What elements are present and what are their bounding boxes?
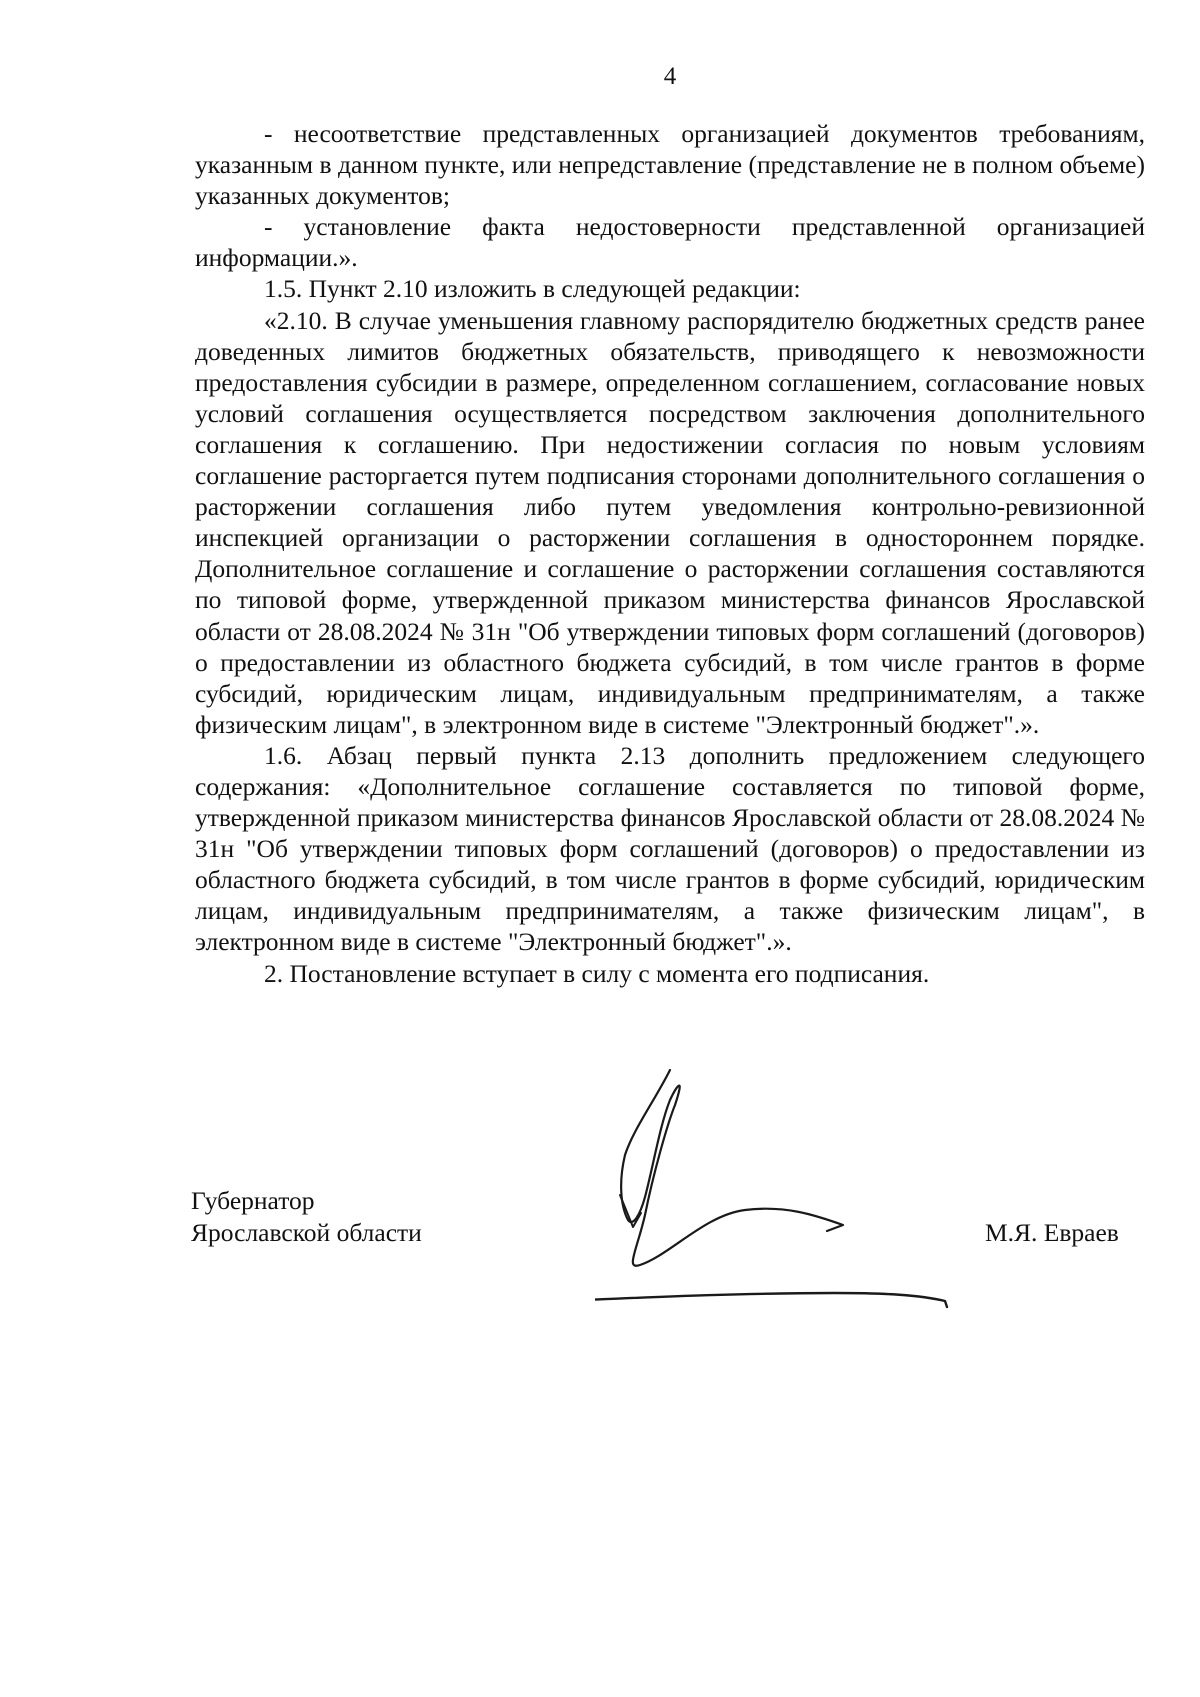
- paragraph-item-2: 2. Постановление вступает в силу с момента его подписания.: [264, 958, 930, 988]
- signatory-title-line1: Губернатор: [191, 1186, 315, 1215]
- paragraph-unreliable-info: - установление факта недостоверности представленной организацией информации.».: [195, 212, 1145, 273]
- paragraph-nonconformity: - несоответствие представленных организацией документов требованиям, указанным в данном пункте, или непредставление (представление не в полном объеме) указанных документов;: [195, 119, 1145, 211]
- signatory-title-line2: Ярославской области: [191, 1218, 422, 1247]
- signatory-title: [191, 1185, 422, 1249]
- signatory-name: М.Я. Евраев: [985, 1218, 1119, 1247]
- paragraph-item-1-5: 1.5. Пункт 2.10 изложить в следующей редакции:: [264, 274, 801, 304]
- paragraph-item-1-6: 1.6. Абзац первый пункта 2.13 дополнить предложением следующего содержания: «Дополнительное соглашение составляется по типовой форме, утвержденной приказом министерства финансов Ярославской области от 28.08.2024 № 31н "Об утверждении типовых форм соглашений (договоров) о предоставлении из областного бюджета субсидий, в том числе грантов в форме субсидий, юридическим лицам, индивидуальным предпринимателям, а также физическим лицам", в электронном виде в системе "Электронный бюджет".».: [195, 740, 1145, 957]
- handwritten-signature: [595, 1055, 1015, 1315]
- document-body: [195, 118, 1145, 989]
- paragraph-clause-2-10: «2.10. В случае уменьшения главному распорядителю бюджетных средств ранее доведенных лимитов бюджетных обязательств, приводящего к невозможности предоставления субсидии в размере, определенном соглашением, согласование новых условий соглашения осуществляется посредством заключения дополнительного соглашения к соглашению. При недостижении согласия по новым условиям соглашение расторгается путем подписания сторонами дополнительного соглашения о расторжении соглашения либо путем уведомления контрольно-ревизионной инспекцией организации о расторжении соглашения в одностороннем порядке. Дополнительное соглашение и соглашение о расторжении соглашения составляются по типовой форме, утвержденной приказом министерства финансов Ярославской области от 28.08.2024 № 31н "Об утверждении типовых форм соглашений (договоров) о предоставлении из областного бюджета субсидий, в том числе грантов в форме субсидий, юридическим лицам, индивидуальным предпринимателям, а также физическим лицам", в электронном виде в системе "Электронный бюджет".».: [195, 305, 1145, 739]
- page-number: 4: [663, 63, 677, 90]
